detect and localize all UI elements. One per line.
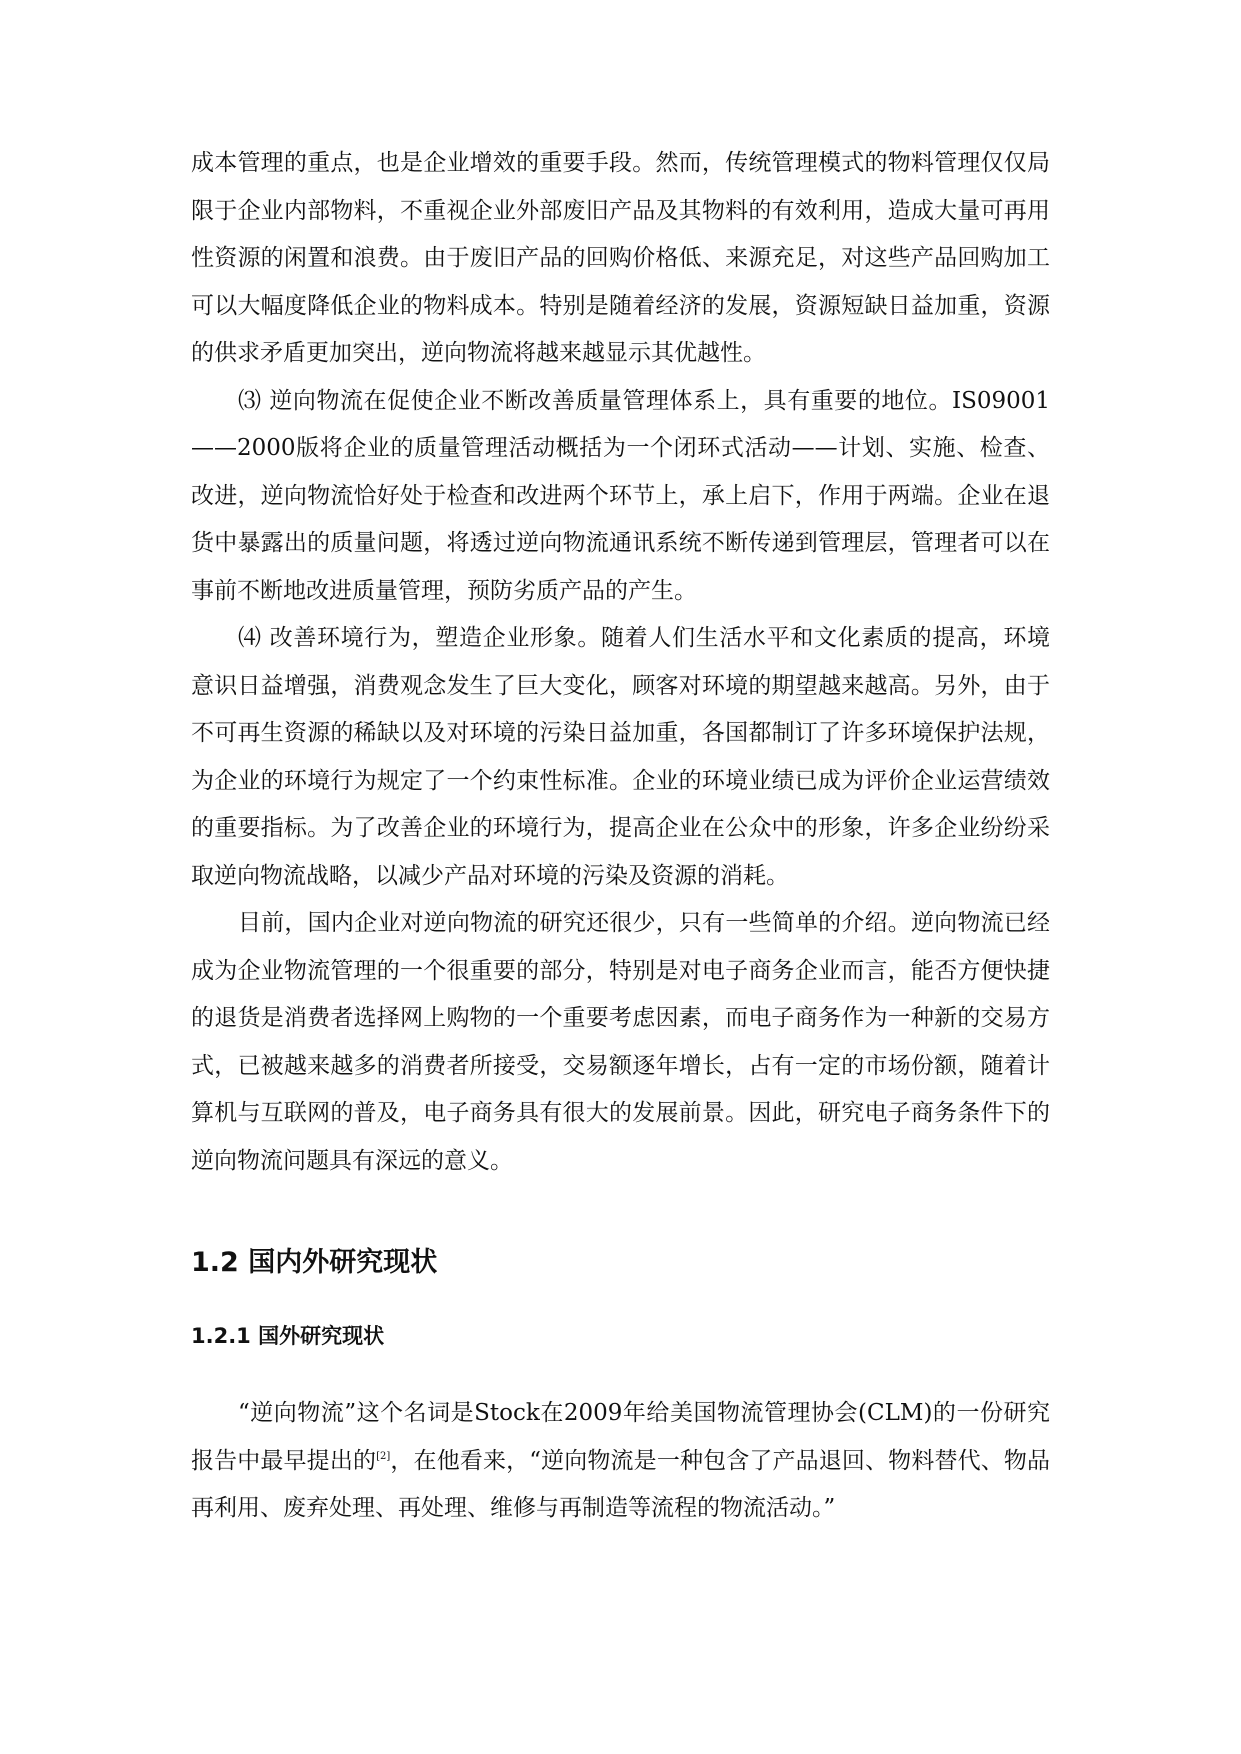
paragraph-text-part1: “逆向物流”这个名词是Stock在2009年给美国物流管理协会(CLM)的一份研究报告中最早提出的: [191, 1400, 1050, 1474]
paragraph-environment: ⑷ 改善环境行为，塑造企业形象。随着人们生活水平和文化素质的提高，环境意识日益增强，消费观念发生了巨大变化，顾客对环境的期望越来越高。另外，由于不可再生资源的稀缺以及对环境的污染日益加重，各国都制订了许多环境保护法规，为企业的环境行为规定了一个约束性标准。企业的环境业绩已成为评价企业运营绩效的重要指标。为了改善企业的环境行为，提高企业在公众中的形象，许多企业纷纷采取逆向物流战略，以减少产品对环境的污染及资源的消耗。: [191, 625, 1050, 889]
document-page: [191, 140, 1050, 1533]
section-heading: 1.2 国内外研究现状: [191, 1247, 438, 1278]
paragraph-text-part2: ，在他看来，“逆向物流是一种包含了产品退回、物料替代、物品再利用、废弃处理、再处理、维修与再制造等流程的物流活动。”: [191, 1447, 1051, 1521]
citation-reference[interactable]: [2]: [376, 1450, 391, 1462]
paragraph-ecommerce-significance: 目前，国内企业对逆向物流的研究还很少，只有一些简单的介绍。逆向物流已经成为企业物流管理的一个很重要的部分，特别是对电子商务企业而言，能否方便快捷的退货是消费者选择网上购物的一个重要考虑因素，而电子商务作为一种新的交易方式，已被越来越多的消费者所接受，交易额逐年增长，占有一定的市场份额，随着计算机与互联网的普及，电子商务具有很大的发展前景。因此，研究电子商务条件下的逆向物流问题具有深远的意义。: [191, 910, 1050, 1174]
paragraph-quality-management: ⑶ 逆向物流在促使企业不断改善质量管理体系上，具有重要的地位。IS09001——2000版将企业的质量管理活动概括为一个闭环式活动——计划、实施、检查、改进，逆向物流恰好处于检查和改进两个环节上，承上启下，作用于两端。企业在退货中暴露出的质量问题，将透过逆向物流通讯系统不断传递到管理层，管理者可以在事前不断地改进质量管理，预防劣质产品的产生。: [191, 387, 1050, 604]
paragraph-stock-definition: [191, 1390, 1050, 1533]
paragraph-cost-management: 成本管理的重点，也是企业增效的重要手段。然而，传统管理模式的物料管理仅仅局限于企业内部物料，不重视企业外部废旧产品及其物料的有效利用，造成大量可再用性资源的闲置和浪费。由于废旧产品的回购价格低、来源充足，对这些产品回购加工可以大幅度降低企业的物料成本。特别是随着经济的发展，资源短缺日益加重，资源的供求矛盾更加突出，逆向物流将越来越显示其优越性。: [191, 150, 1050, 366]
subsection-heading: 1.2.1 国外研究现状: [191, 1324, 385, 1348]
